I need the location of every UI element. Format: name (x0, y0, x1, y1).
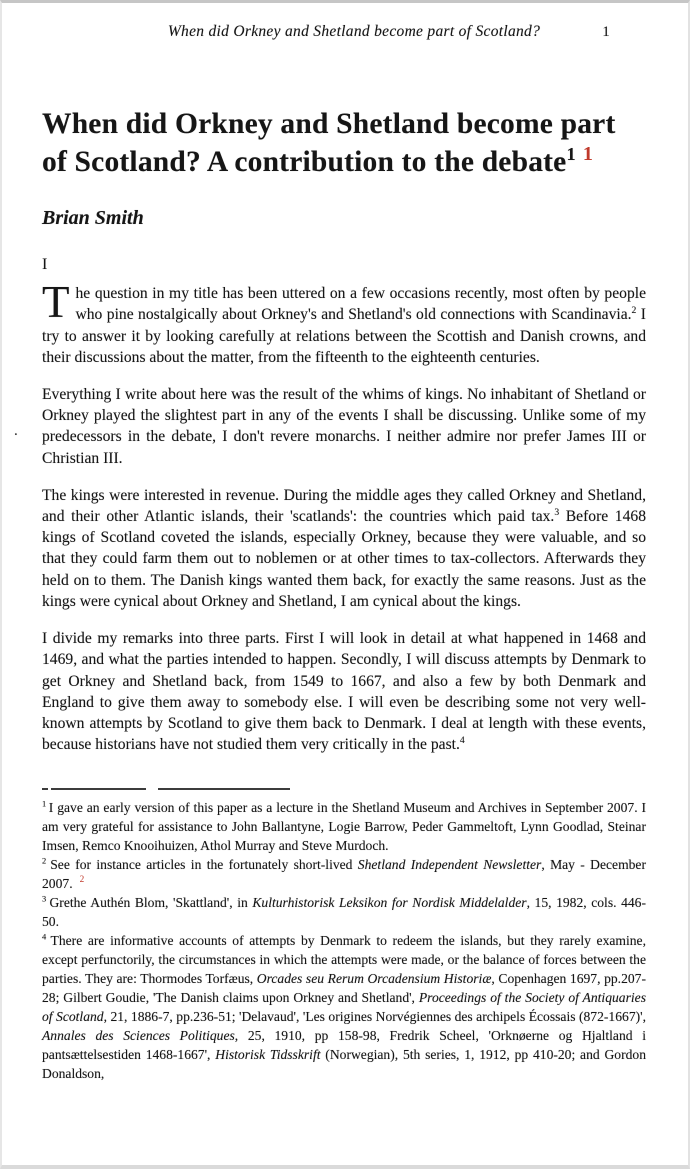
annotation-superscript-red: 2 (79, 874, 85, 885)
text-run: Kulturhistorisk Leksikon for Nordisk Middelalder (252, 894, 527, 910)
text-run: Before 1468 kings of Scotland coveted the islands, especially Orkney, because they were valuable, and so that they could farm them out to noblemen or at other times to tax-collectors. Afterwards they held on to them. The Danish kings wanted them back, for exactly the same reasons. Just as the kings were cynical about Orkney and Shetland, I am cynical about the kings. (42, 507, 646, 611)
annotation-superscript-red: 1 (582, 143, 594, 166)
text-run: Historisk Tidsskrift (215, 1046, 321, 1062)
running-header-title: When did Orkney and Shetland become part of Scotland? (167, 23, 541, 40)
text-run: When did Orkney and Shetland become part of Scotland? A contribution to the debate (42, 108, 616, 178)
article-title (42, 105, 646, 181)
text-run: , Copenhagen 1697, pp.207-28; Gilbert Goudie, 'The Danish claims upon Orkney and Shetland', (42, 970, 646, 1005)
text-run: Proceedings of the Society of Antiquaries of Scotland (42, 989, 646, 1024)
footnote-reference: 1 (42, 798, 49, 809)
page-number: 1 (602, 24, 610, 40)
text-run: he question in my title has been uttered on a few occasions recently, most often by people who pine nostalgically about Orkney's and Shetland's old connections with Scandinavia. (75, 285, 646, 324)
text-run: Everything I write about here was the result of the whims of kings. No inhabitant of Shetland or Orkney played the slightest part in any of the events I shall be discussing. Unlike some of my predecessors in the debate, I don't revere monarchs. I neither admire nor prefer James III or Christian III. (42, 385, 646, 467)
footnote-2 (42, 855, 646, 893)
text-run: See for instance articles in the fortunately short-lived (50, 856, 358, 872)
text-run: Shetland Independent Newsletter (357, 856, 542, 872)
text-run: The kings were interested in revenue. During the middle ages they called Orkney and Shetland, and their other Atlantic islands, their 'scatlands': the countries which paid tax. (42, 486, 646, 525)
footnote-reference: 4 (459, 735, 465, 747)
page-content (2, 3, 688, 1165)
footnote-reference: 3 (554, 506, 560, 518)
footnote-reference: 1 (566, 144, 576, 165)
text-run: , 15, 1982, cols. 446-50. (42, 894, 646, 929)
paragraph-4 (42, 628, 646, 756)
text-run: I try to answer it by looking carefully at relations between the Scottish and Danish crowns, and their discussions about the matter, from the fifteenth to the eighteenth centuries. (42, 306, 646, 366)
text-run: Annales des Sciences Politiques (42, 1027, 235, 1043)
footnote-reference: 2 (42, 855, 51, 866)
text-run: , 21, 1886-7, pp.236-51; 'Delavaud', 'Les origines Norvégiennes des archipels Écossais (872-1667)', (103, 1008, 646, 1024)
text-run: I divide my remarks into three parts. First I will look in detail at what happened in 1468 and 1469, and what the parties intended to happen. Secondly, I will discuss attempts by Denmark to get Orkney and Shetland back, from 1549 to 1667, and also a few by both Denmark and England to give them away to somebody else. I will even be describing some not very well-known attempts by Scotland to give them back to Denmark. I deal at length with these events, because historians have not studied them very critically in the past. (42, 629, 646, 754)
footnote-3 (42, 893, 646, 931)
text-run: T (42, 277, 70, 327)
section-heading: I (42, 256, 48, 273)
author-byline: Brian Smith (42, 207, 144, 229)
text-run: (Norwegian), 5th series, 1, 1912, pp 410-20; and Gordon Donaldson, (42, 1046, 646, 1081)
text-run: There are informative accounts of attempts by Denmark to redeem the islands, but they rarely examine, except perfunctorily, the circumstances in which the attempts were made, or the balance of forces between the parties. They are: Thormodes Torfæus, (42, 932, 646, 986)
text-run: , May - December 2007. (42, 856, 646, 891)
text-run: I gave an early version of this paper as a lecture in the Shetland Museum and Archives in September 2007. I am very grateful for assistance to John Ballantyne, Logie Barrow, Peder Gammeltoft, Lynn Goodlad, Steinar Imsen, Remco Knooihuizen, Athol Murray and Steve Murdoch. (42, 799, 646, 853)
footnote-4 (42, 931, 646, 1083)
paragraph-3 (42, 485, 646, 613)
running-header (42, 23, 646, 41)
text-run: Grethe Authén Blom, 'Skattland', in (49, 894, 253, 910)
footnote-1 (42, 798, 646, 855)
paragraph-1 (42, 277, 646, 368)
text-run: , 25, 1910, pp 158-98, Fredrik Scheel, 'Orknøerne og Hjaltland i pantsættelsestiden 1468-1667', (42, 1027, 646, 1062)
paragraph-2 (42, 384, 646, 469)
footnote-reference: 3 (42, 893, 50, 904)
footnote-reference: 2 (631, 305, 637, 317)
text-run: Orcades seu Rerum Orcadensium Historiæ (256, 970, 492, 986)
footnote-separator-rule (42, 788, 290, 790)
footnote-reference: 4 (42, 931, 51, 942)
footnotes-block (42, 798, 646, 1083)
scan-artifact-dot: . (14, 423, 18, 439)
